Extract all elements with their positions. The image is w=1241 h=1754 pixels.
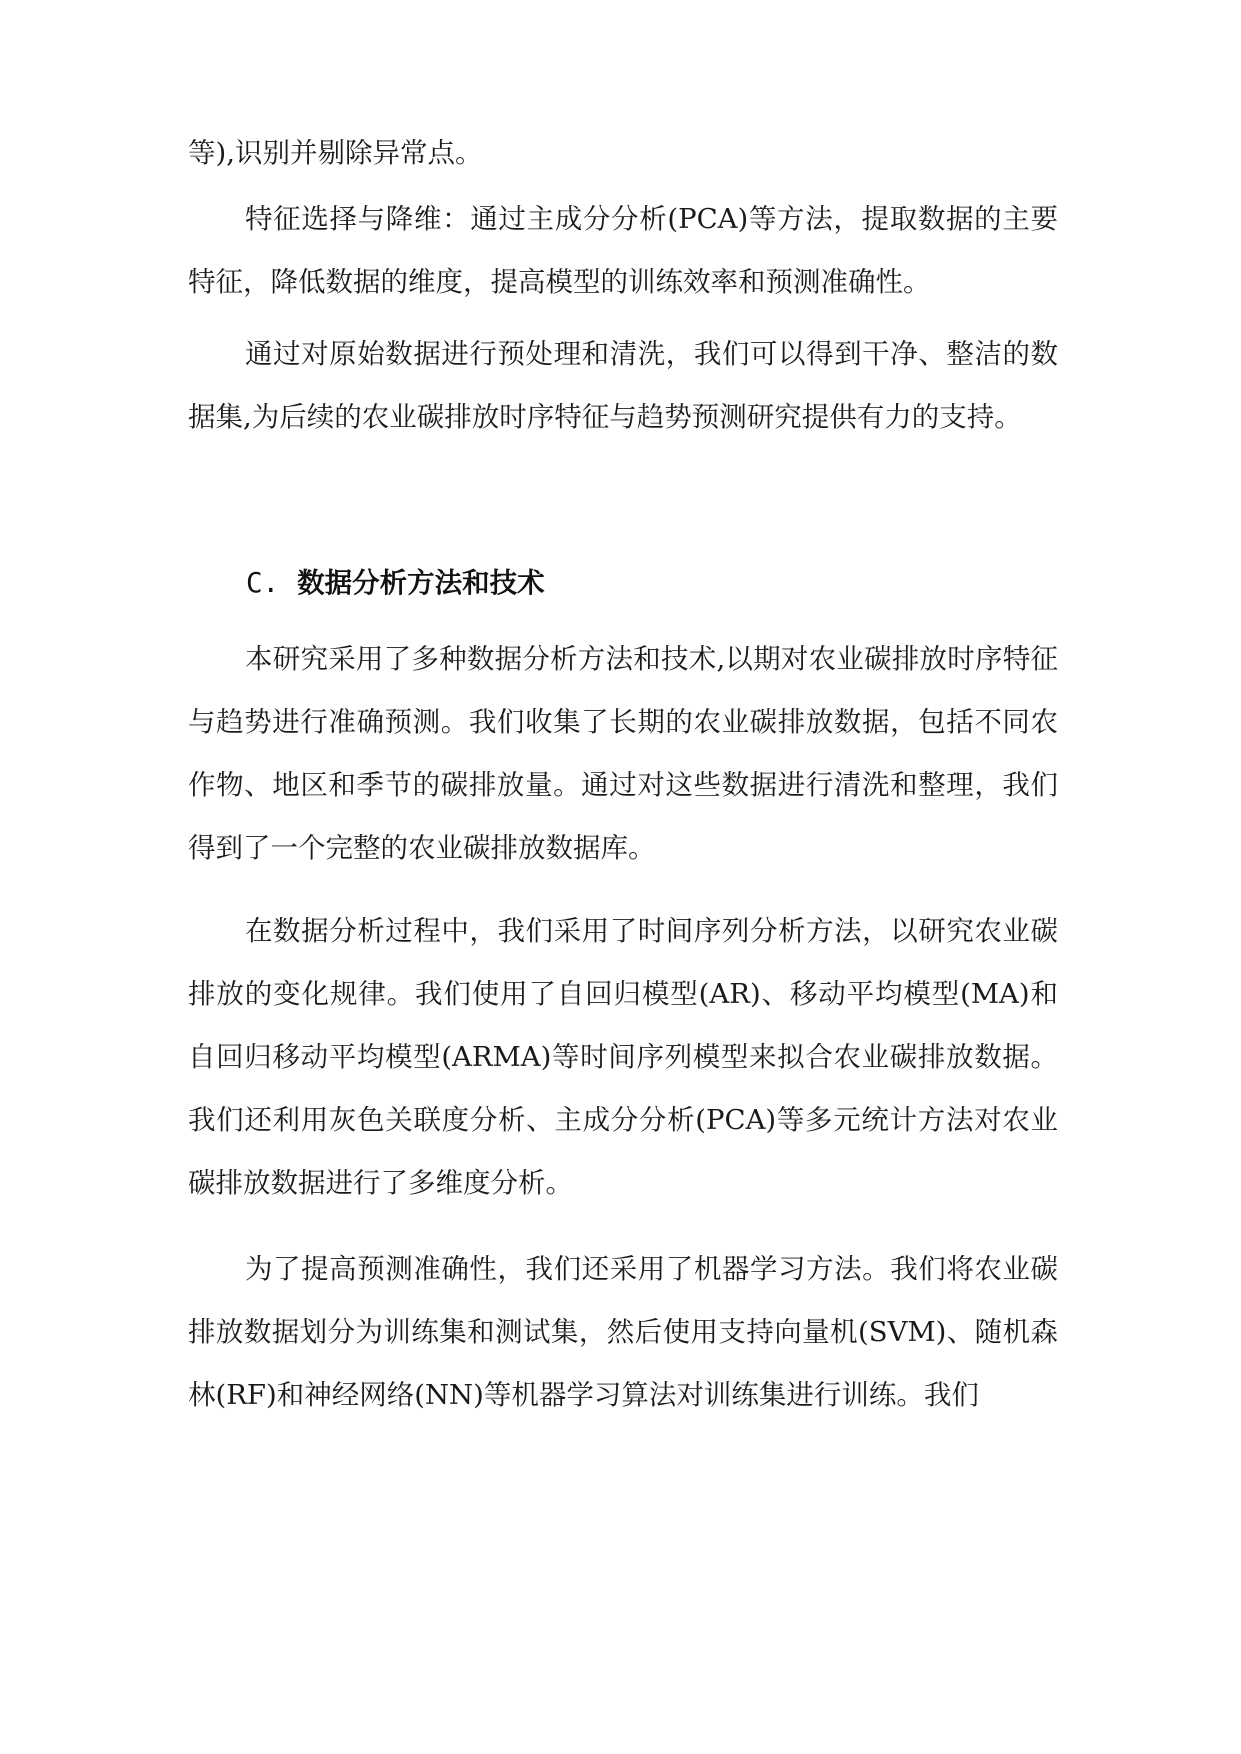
paragraph-methods-overview: 本研究采用了多种数据分析方法和技术,以期对农业碳排放时序特征与趋势进行准确预测。我们收集了长期的农业碳排放数据，包括不同农作物、地区和季节的碳排放量。通过对这些数据进行清洗和整理，我们得到了一个完整的农业碳排放数据库。 [188, 643, 1058, 864]
section-heading [246, 563, 1046, 603]
paragraph-feature-selection: 特征选择与降维：通过主成分分析(PCA)等方法，提取数据的主要特征，降低数据的维度，提高模型的训练效率和预测准确性。 [188, 203, 1058, 298]
section-label: C. [246, 567, 280, 599]
paragraph-time-series-analysis: 在数据分析过程中，我们采用了时间序列分析方法，以研究农业碳排放的变化规律。我们使用了自回归模型(AR)、移动平均模型(MA)和自回归移动平均模型(ARMA)等时间序列模型来拟合农业碳排放数据。我们还利用灰色关联度分析、主成分分析(PCA)等多元统计方法对农业碳排放数据进行了多维度分析。 [188, 915, 1058, 1199]
paragraph-preprocessing-summary: 通过对原始数据进行预处理和清洗，我们可以得到干净、整洁的数据集,为后续的农业碳排放时序特征与趋势预测研究提供有力的支持。 [188, 338, 1058, 433]
paragraph-continuation: 等),识别并剔除异常点。 [188, 137, 483, 169]
section-title: 数据分析方法和技术 [297, 567, 545, 599]
paragraph-machine-learning: 为了提高预测准确性，我们还采用了机器学习方法。我们将农业碳排放数据划分为训练集和测试集，然后使用支持向量机(SVM)、随机森林(RF)和神经网络(NN)等机器学习算法对训练集进行训练。我们 [188, 1253, 1058, 1411]
